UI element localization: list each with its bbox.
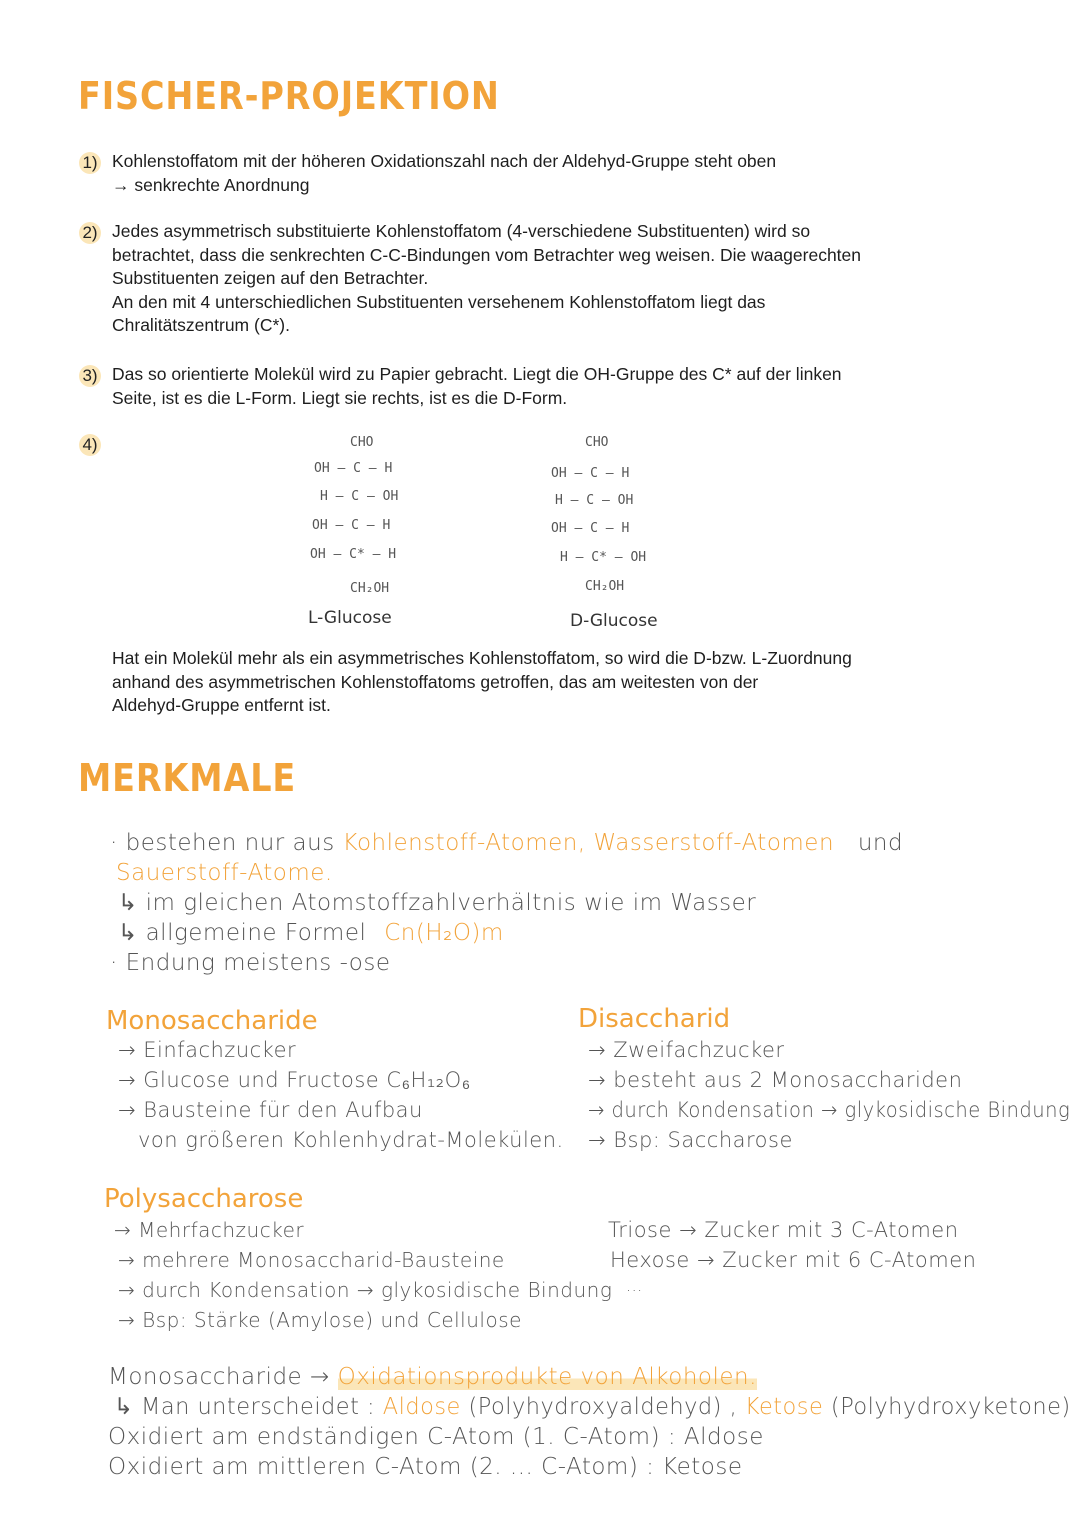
- list-item: → besteht aus 2 Monosacchariden: [588, 1068, 963, 1092]
- item-number: 2): [79, 222, 101, 244]
- text-line: Chralitätszentrum (C*).: [112, 315, 290, 335]
- list-item: → Bsp: Stärke (Amylose) und Cellulose: [118, 1308, 522, 1332]
- ketose-term: Ketose: [744, 1394, 824, 1420]
- list-item: → Bausteine für den Aufbau: [118, 1098, 423, 1122]
- final-text: Monosaccharide →: [108, 1364, 330, 1390]
- item-3-text: [112, 363, 992, 410]
- bullet-text: und: [857, 830, 904, 856]
- chem-row: OH – C – H: [314, 461, 393, 476]
- bullet-text: · bestehen nur aus: [110, 830, 335, 856]
- general-formula: Cn(H₂O)m: [384, 920, 504, 946]
- item-number: 1): [79, 152, 101, 174]
- final-text: ↳ Man unterscheidet :: [114, 1394, 376, 1420]
- final-line-3: Oxidiert am endständigen C-Atom (1. C-Atom) : Aldose: [108, 1424, 764, 1450]
- section-title-merkmale: MERKMALE: [78, 756, 297, 800]
- text-line: Jedes asymmetrisch substituierte Kohlenstoffatom (4-verschiedene Substituenten) wird so: [112, 221, 811, 241]
- chiral-center-row: H – C* – OH: [560, 550, 647, 565]
- chem-row: CH₂OH: [350, 581, 390, 596]
- chem-row: CH₂OH: [585, 579, 625, 594]
- aldose-term: Aldose: [382, 1394, 461, 1420]
- item-number: 4): [79, 434, 101, 456]
- chem-row: H – C – OH: [555, 493, 634, 508]
- oxidation-products-highlight: Oxidationsprodukte von Alkoholen.: [337, 1364, 757, 1390]
- chem-row: CHO: [585, 435, 609, 450]
- oxygen-term: Sauerstoff-Atome.: [116, 860, 333, 886]
- formula-label: ↳ allgemeine Formel: [118, 920, 367, 946]
- text-line: Substituenten zeigen auf den Betrachter.: [112, 268, 429, 288]
- carbon-term: Kohlenstoff-Atomen,: [342, 830, 586, 856]
- chem-row: H – C – OH: [320, 489, 399, 504]
- item-2-text: [112, 220, 992, 338]
- text-line: Seite, ist es die L-Form. Liegt sie rechts, ist es die D-Form.: [112, 387, 568, 408]
- final-line-4: Oxidiert am mittleren C-Atom (2. ... C-Atom) : Ketose: [108, 1454, 743, 1480]
- final-line-2: [114, 1394, 1071, 1420]
- chem-row: OH – C – H: [551, 521, 630, 536]
- list-item: von größeren Kohlenhydrat-Molekülen.: [138, 1128, 564, 1152]
- list-item: → Einfachzucker: [118, 1038, 297, 1062]
- ellipsis: ...: [626, 1276, 643, 1295]
- di-title: Disaccharid: [578, 1004, 731, 1034]
- text-line: → senkrechte Anordnung: [112, 174, 310, 195]
- l-glucose-label: L-Glucose: [308, 608, 392, 628]
- note-text: [112, 647, 992, 718]
- sub-formula: [118, 920, 504, 946]
- poly-title: Polysaccharose: [104, 1184, 304, 1214]
- list-item: → Bsp: Saccharose: [588, 1128, 793, 1152]
- chem-row: CHO: [350, 435, 374, 450]
- chem-row: OH – C – H: [312, 518, 391, 533]
- section-title-fischer: FISCHER-PROJEKTION: [78, 74, 500, 118]
- sub-ratio: ↳ im gleichen Atomstoffzahlverhältnis wie im Wasser: [118, 890, 757, 916]
- text-line: Hat ein Molekül mehr als ein asymmetrisches Kohlenstoffatom, so wird die D-bzw. L-Zuordnung: [112, 648, 852, 668]
- text-line: Das so orientierte Molekül wird zu Papier gebracht. Liegt die OH-Gruppe des C* auf der linken: [112, 364, 842, 384]
- text-line: Aldehyd-Gruppe entfernt ist.: [112, 695, 331, 715]
- hexose-definition: Hexose → Zucker mit 6 C-Atomen: [610, 1248, 977, 1272]
- d-glucose-label: D-Glucose: [570, 611, 658, 631]
- hydrogen-term: Wasserstoff-Atomen: [593, 830, 835, 856]
- list-item: → Glucose und Fructose C₆H₁₂O₆: [118, 1068, 471, 1092]
- list-item: → Mehrfachzucker: [114, 1218, 305, 1242]
- list-item: → durch Kondensation → glykosidische Bindung: [588, 1098, 1071, 1122]
- text-line: betrachtet, dass die senkrechten C-C-Bindungen vom Betrachter weg weisen. Die waagerechten: [112, 244, 862, 265]
- text-line: anhand des asymmetrischen Kohlenstoffatoms getroffen, das am weitesten von der: [112, 671, 759, 692]
- triose-definition: Triose → Zucker mit 3 C-Atomen: [608, 1218, 959, 1242]
- list-item: → durch Kondensation → glykosidische Bindung: [118, 1278, 613, 1302]
- final-text: (Polyhydroxyketone): [830, 1394, 1071, 1420]
- mono-title: Monosaccharide: [106, 1006, 318, 1036]
- item-number: 3): [79, 365, 101, 387]
- final-text: (Polyhydroxyaldehyd) ,: [468, 1394, 738, 1420]
- bullet-ending: · Endung meistens -ose: [110, 950, 391, 976]
- chem-row: OH – C – H: [551, 466, 630, 481]
- list-item: → mehrere Monosaccharid-Bausteine: [118, 1248, 505, 1272]
- list-item: → Zweifachzucker: [588, 1038, 785, 1062]
- text-line: Kohlenstoffatom mit der höheren Oxidationszahl nach der Aldehyd-Gruppe steht oben: [112, 151, 777, 171]
- chiral-center-row: OH – C* – H: [310, 547, 397, 562]
- text-line: An den mit 4 unterschiedlichen Substituenten versehenem Kohlenstoffatom liegt das: [112, 291, 766, 312]
- final-line-1: [108, 1364, 757, 1390]
- item-1-text: [112, 150, 992, 197]
- bullet-composition: [110, 830, 903, 856]
